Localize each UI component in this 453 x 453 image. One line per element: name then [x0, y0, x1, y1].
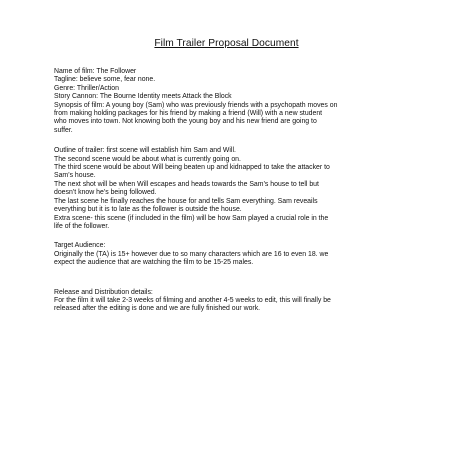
outline-paragraph	[54, 147, 394, 231]
story-cannon-line: Story Cannon: The Bourne Identity meets Attack the Block	[54, 93, 232, 101]
outline-line: Sam’s house.	[54, 172, 96, 180]
target-audience-line: Originally the (TA) is 15+ however due to so many characters which are 16 to even 18. we	[54, 250, 329, 258]
synopsis-line: suffer.	[54, 126, 73, 134]
synopsis-line: Synopsis of film: A young boy (Sam) who was previously friends with a psychopath moves on	[54, 101, 338, 109]
synopsis-line: who moves into town. Not knowing both the young boy and his new friend are going to	[54, 118, 317, 126]
outline-line: everything but it is to late as the follower is outside the house.	[54, 206, 242, 214]
outline-line: The second scene would be about what is currently going on.	[54, 155, 241, 163]
release-paragraph	[54, 289, 394, 314]
document-title: Film Trailer Proposal Document	[154, 38, 299, 49]
synopsis-paragraph	[54, 102, 394, 136]
outline-line: doesn’t know he’s being followed.	[54, 189, 157, 197]
film-name-line: Name of film: The Follower	[54, 68, 137, 75]
outline-line: The next shot will be when Will escapes and heads towards the Sam’s house to tell but	[54, 180, 319, 188]
outline-line: The last scene he finally reaches the house for and tells Sam everything. Sam reveails	[54, 197, 318, 205]
outline-line: Extra scene- this scene (if included in the film) will be how Sam played a crucial role in the	[54, 214, 329, 222]
release-heading: Release and Distribution details:	[54, 288, 153, 296]
genre-line: Genre: Thriller/Action	[54, 84, 119, 92]
release-line: released after the editing is done and we are fully finished our work.	[54, 305, 261, 313]
tagline-line: Tagline: believe some, fear none.	[54, 76, 156, 84]
target-audience-heading: Target Audience:	[54, 242, 106, 250]
document-body	[54, 68, 394, 314]
target-audience-line: expect the audience that are watching the film to be 15-25 males.	[54, 259, 254, 267]
outline-line: life of the follower.	[54, 222, 110, 230]
release-line: For the film it will take 2-3 weeks of filming and another 4-5 weeks to edit, this will finally be	[54, 296, 331, 304]
synopsis-line: from making holding packages for his friend by making a friend (Will) with a new student	[54, 110, 323, 118]
target-audience-paragraph	[54, 242, 394, 267]
outline-line: The third scene would be about Will being beaten up and kidnapped to take the attacker to	[54, 164, 330, 172]
outline-line: Outline of trailer: first scene will establish him Sam and Will.	[54, 147, 236, 155]
